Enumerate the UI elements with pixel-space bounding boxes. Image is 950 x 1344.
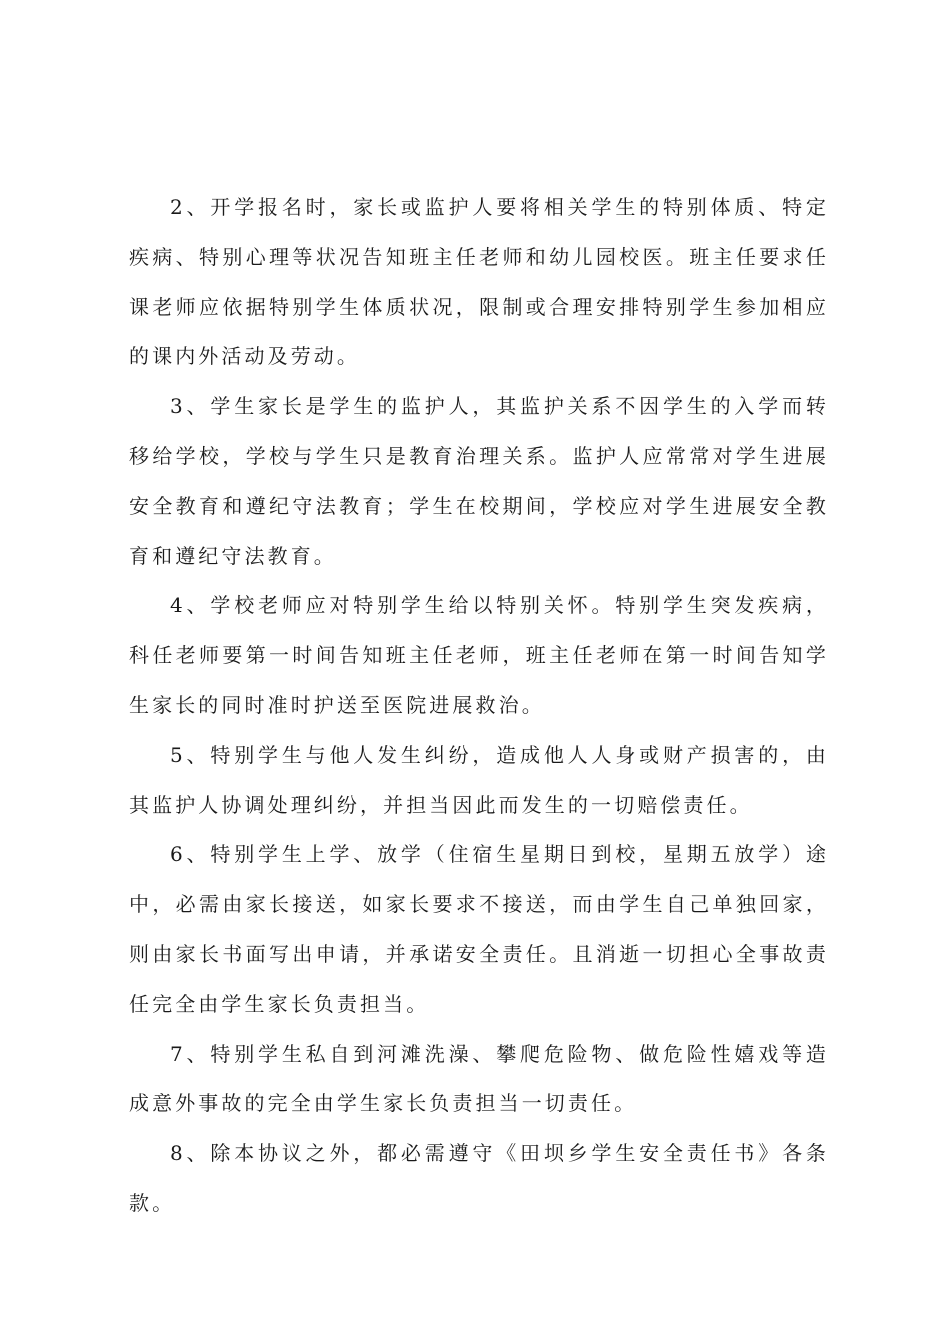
paragraph-item-6: 6、特别学生上学、放学（住宿生星期日到校，星期五放学）途中，必需由家长接送，如家长要求不接送，而由学生自己单独回家，则由家长书面写出申请，并承诺安全责任。且消逝一切担心全事故责任完全由学生家长负责担当。 xyxy=(129,842,829,1016)
paragraph-item-2: 2、开学报名时，家长或监护人要将相关学生的特别体质、特定疾病、特别心理等状况告知班主任老师和幼儿园校医。班主任要求任课老师应依据特别学生体质状况，限制或合理安排特别学生参加相应的课内外活动及劳动。 xyxy=(129,195,829,369)
paragraph-item-5: 5、特别学生与他人发生纠纷，造成他人人身或财产损害的，由其监护人协调处理纠纷，并担当因此而发生的一切赔偿责任。 xyxy=(129,742,829,817)
paragraph-item-4: 4、学校老师应对特别学生给以特别关怀。特别学生突发疾病，科任老师要第一时间告知班主任老师，班主任老师在第一时间告知学生家长的同时准时护送至医院进展救治。 xyxy=(129,593,829,717)
paragraph-item-7: 7、特别学生私自到河滩洗澡、攀爬危险物、做危险性嬉戏等造成意外事故的完全由学生家长负责担当一切责任。 xyxy=(129,1041,829,1116)
paragraph-item-3: 3、学生家长是学生的监护人，其监护关系不因学生的入学而转移给学校，学校与学生只是教育治理关系。监护人应常常对学生进展安全教育和遵纪守法教育；学生在校期间，学校应对学生进展安全教育和遵纪守法教育。 xyxy=(129,394,829,568)
paragraph-item-8: 8、除本协议之外，都必需遵守《田坝乡学生安全责任书》各条款。 xyxy=(129,1141,829,1215)
document-body xyxy=(129,183,829,1229)
